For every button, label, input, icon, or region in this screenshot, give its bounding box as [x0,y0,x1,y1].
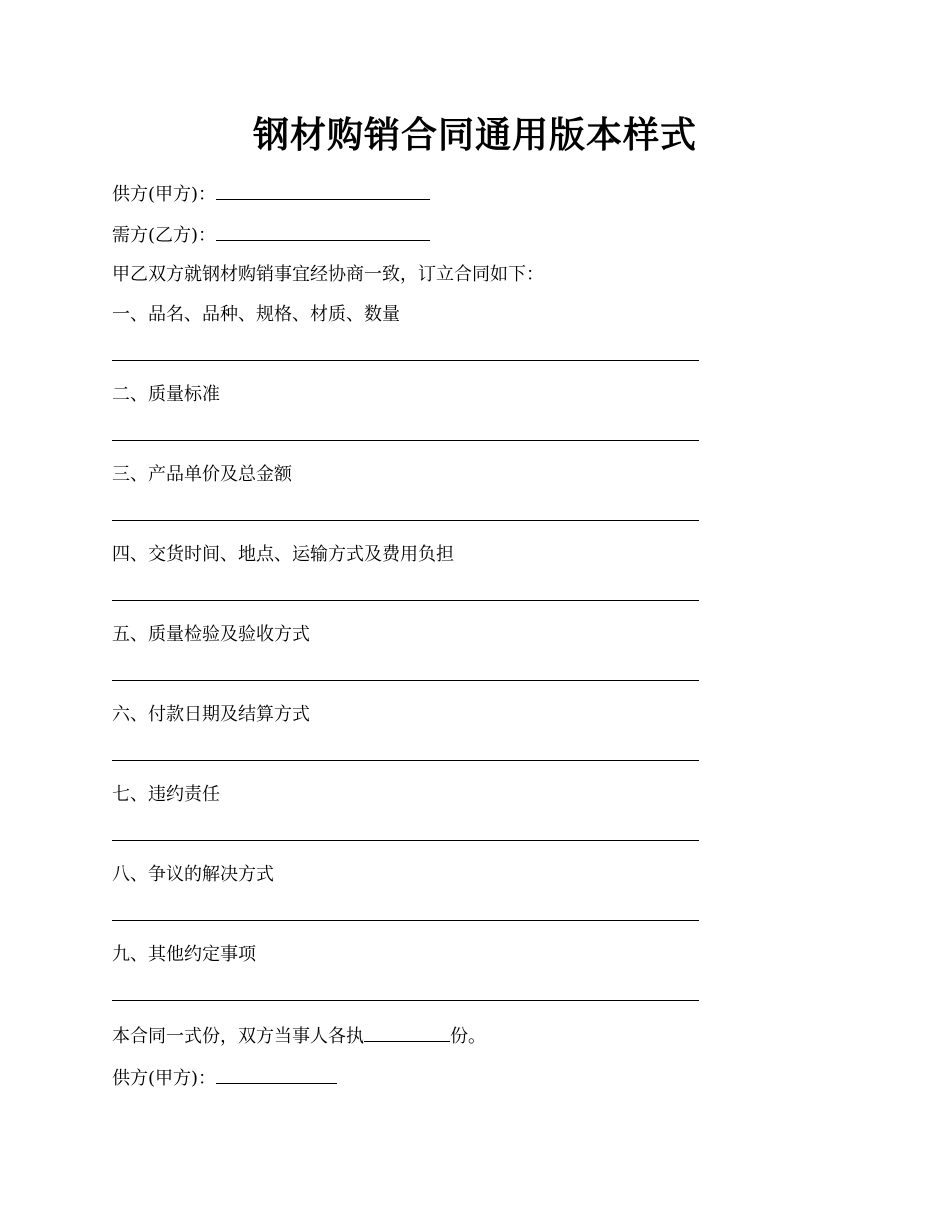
section-2-blank-line[interactable] [112,440,699,441]
copies-line [112,1023,486,1049]
section-8-heading: 八、争议的解决方式 [112,864,274,885]
section-5-blank-line[interactable] [112,680,699,681]
signature-supplier-blank[interactable] [216,1065,337,1084]
section-5-heading: 五、质量检验及验收方式 [112,624,310,645]
section-9-blank-line[interactable] [112,1000,699,1001]
section-7-heading: 七、违约责任 [112,784,220,805]
supplier-label: 供方(甲方)： [112,184,217,205]
section-3-blank-line[interactable] [112,520,699,521]
intro-text: 甲乙双方就钢材购销事宜经协商一致，订立合同如下： [112,264,544,285]
section-8-blank-line[interactable] [112,920,699,921]
copies-suffix: 份。 [450,1026,486,1047]
signature-supplier-line [112,1065,337,1091]
section-1-blank-line[interactable] [112,360,699,361]
buyer-label: 需方(乙方)： [112,225,217,246]
document-title: 钢材购销合同通用版本样式 [252,115,697,156]
section-1-heading: 一、品名、品种、规格、材质、数量 [112,304,400,325]
section-7-blank-line[interactable] [112,840,699,841]
supplier-line [112,181,430,207]
section-6-blank-line[interactable] [112,760,699,761]
section-4-blank-line[interactable] [112,600,699,601]
buyer-line [112,222,430,248]
section-6-heading: 六、付款日期及结算方式 [112,704,310,725]
buyer-blank[interactable] [216,222,430,241]
section-2-heading: 二、质量标准 [112,384,220,405]
copies-blank[interactable] [364,1023,450,1042]
supplier-blank[interactable] [216,181,430,200]
signature-supplier-label: 供方(甲方)： [112,1068,217,1089]
section-9-heading: 九、其他约定事项 [112,944,256,965]
section-4-heading: 四、交货时间、地点、运输方式及费用负担 [112,544,454,565]
copies-prefix: 本合同一式份，双方当事人各执 [112,1026,364,1047]
section-3-heading: 三、产品单价及总金额 [112,464,292,485]
